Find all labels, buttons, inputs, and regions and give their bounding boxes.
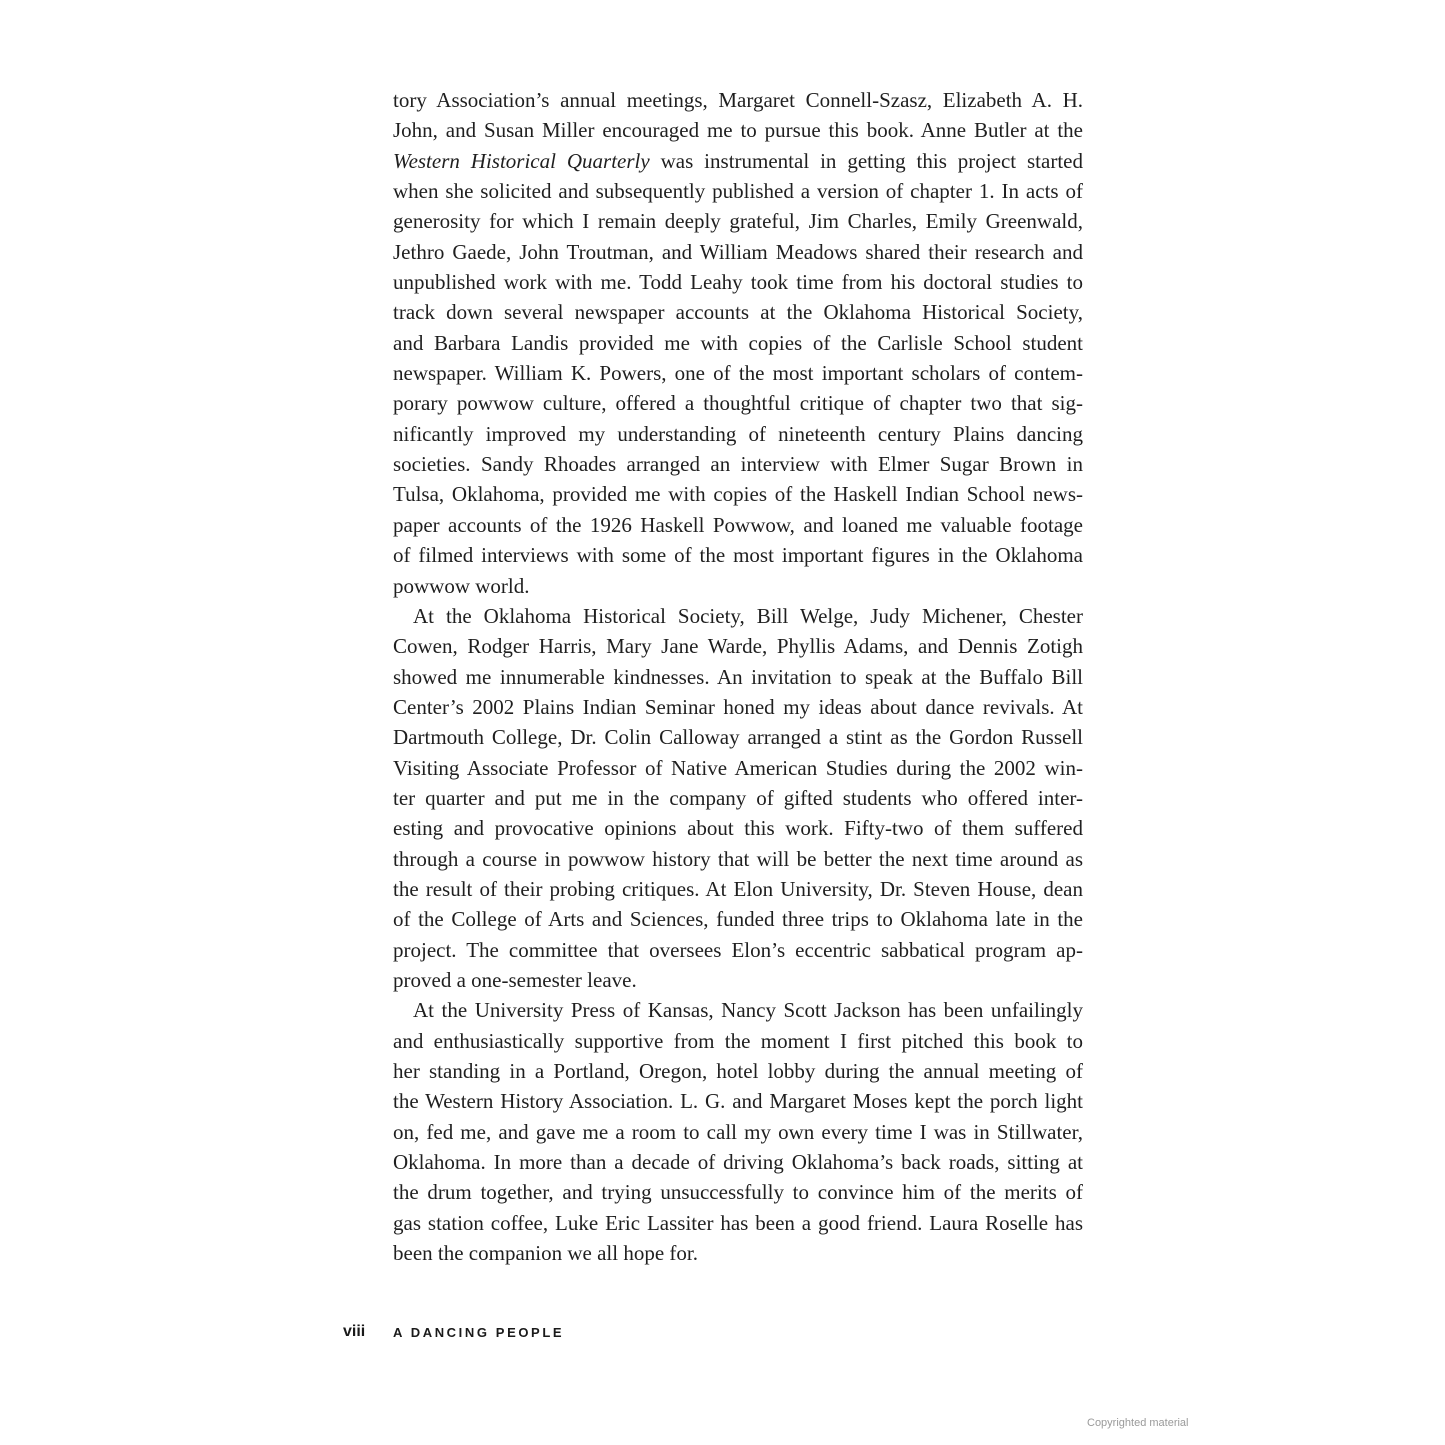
text-line: through a course in powwow history that will be better the next time around as [393, 846, 1083, 871]
text-line: gas station coffee, Luke Eric Lassiter has been a good friend. Laura Roselle has [393, 1210, 1083, 1235]
text-line: Dartmouth College, Dr. Colin Calloway arranged a stint as the Gordon Russell [393, 725, 1083, 750]
text-line: and Barbara Landis provided me with copies of the Carlisle School student [393, 330, 1083, 355]
text-line: the drum together, and trying unsuccessfully to convince him of the merits of [393, 1180, 1083, 1205]
text-line: generosity for which I remain deeply grateful, Jim Charles, Emily Greenwald, [393, 209, 1083, 234]
running-title: A DANCING PEOPLE [393, 1324, 565, 1340]
text-line: the Western History Association. L. G. and Margaret Moses kept the porch light [393, 1089, 1083, 1114]
text-line: John, and Susan Miller encouraged me to pursue this book. Anne Butler at the [393, 118, 1083, 143]
text-line: At the Oklahoma Historical Society, Bill Welge, Judy Michener, Chester [413, 603, 1083, 628]
text-line: Center’s 2002 Plains Indian Seminar honed my ideas about dance revivals. At [393, 694, 1083, 719]
text-line: esting and provocative opinions about this work. Fifty-two of them suffered [393, 816, 1083, 841]
text-line: tory Association’s annual meetings, Margaret Connell-Szasz, Elizabeth A. H. [393, 88, 1083, 112]
paragraph-2 [393, 601, 1083, 995]
text-line: Oklahoma. In more than a decade of driving Oklahoma’s back roads, sitting at [393, 1150, 1083, 1175]
page-footer [343, 1320, 564, 1344]
text-line [393, 146, 1083, 176]
page-number: viii [343, 1323, 366, 1340]
text-line: unpublished work with me. Todd Leahy took time from his doctoral studies to [393, 270, 1083, 295]
text-line: Visiting Associate Professor of Native American Studies during the 2002 win- [393, 755, 1083, 780]
text-line: porary powwow culture, offered a thoughtful critique of chapter two that sig- [393, 391, 1083, 416]
paragraph-3 [393, 995, 1083, 1268]
text-line: At the University Press of Kansas, Nancy Scott Jackson has been unfailingly [413, 998, 1083, 1023]
text-line: proved a one-semester leave. [393, 967, 637, 992]
journal-title: Western Historical Quarterly [393, 148, 650, 173]
text-line: her standing in a Portland, Oregon, hotel lobby during the annual meeting of [393, 1059, 1083, 1083]
paragraph-1 [393, 85, 1083, 601]
text-line: of filmed interviews with some of the most important figures in the Oklahoma [393, 543, 1083, 568]
text-run: was instrumental in getting this project started [649, 148, 1083, 173]
text-line: powwow world. [393, 573, 530, 598]
copyright-watermark: Copyrighted material [1087, 1417, 1189, 1429]
text-line: nificantly improved my understanding of nineteenth century Plains dancing [393, 421, 1083, 446]
text-line: when she solicited and subsequently published a version of chapter 1. In acts of [393, 179, 1083, 204]
text-line: ter quarter and put me in the company of gifted students who offered inter- [393, 785, 1083, 810]
text-line: and enthusiastically supportive from the moment I first pitched this book to [393, 1028, 1083, 1053]
text-line: Tulsa, Oklahoma, provided me with copies of the Haskell Indian School news- [393, 482, 1083, 507]
text-line: the result of their probing critiques. At Elon University, Dr. Steven House, dean [393, 876, 1083, 901]
text-line: on, fed me, and gave me a room to call my own every time I was in Stillwater, [393, 1119, 1083, 1144]
text-line: paper accounts of the 1926 Haskell Powwow, and loaned me valuable footage [393, 512, 1083, 537]
text-line: of the College of Arts and Sciences, funded three trips to Oklahoma late in the [393, 907, 1083, 932]
text-line: newspaper. William K. Powers, one of the most important scholars of contem- [393, 361, 1083, 386]
text-line: track down several newspaper accounts at the Oklahoma Historical Society, [393, 300, 1083, 325]
text-line: been the companion we all hope for. [393, 1241, 698, 1266]
text-line: Cowen, Rodger Harris, Mary Jane Warde, Phyllis Adams, and Dennis Zotigh [393, 634, 1083, 659]
text-line: Jethro Gaede, John Troutman, and William Meadows shared their research and [393, 239, 1083, 264]
text-line: showed me innumerable kindnesses. An invitation to speak at the Buffalo Bill [393, 664, 1083, 689]
body-text [393, 85, 1083, 1268]
text-line: project. The committee that oversees Elon’s eccentric sabbatical program ap- [393, 937, 1083, 962]
text-line: societies. Sandy Rhoades arranged an interview with Elmer Sugar Brown in [393, 452, 1083, 477]
